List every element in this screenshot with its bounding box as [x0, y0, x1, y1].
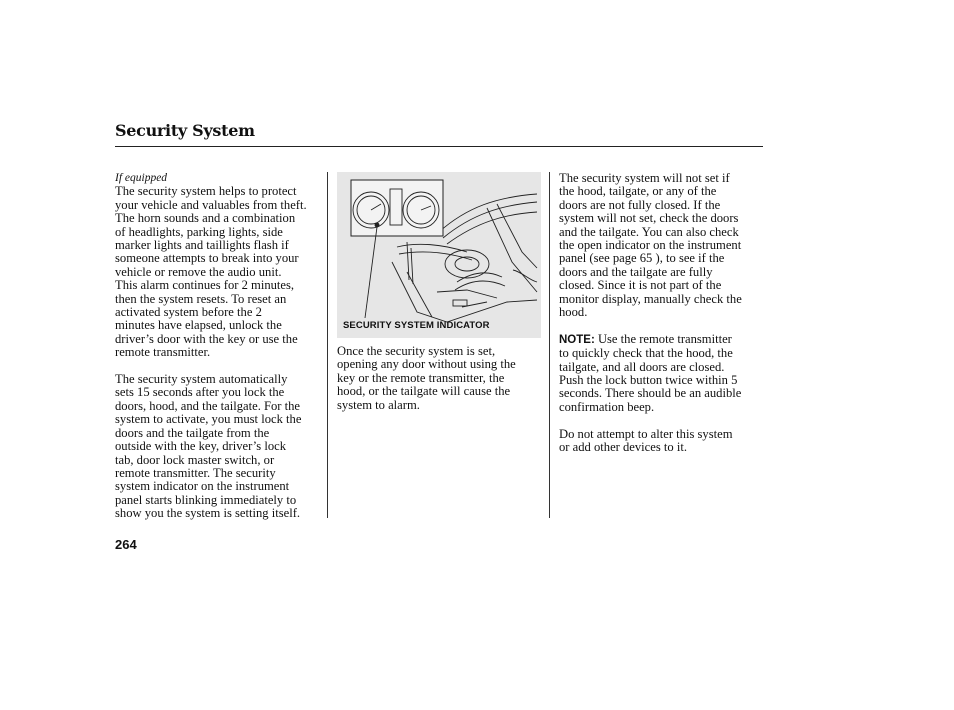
column-1 [115, 172, 325, 521]
text-line: Do not attempt to alter this system [559, 426, 733, 441]
text-line: sets 15 seconds after you lock the [115, 385, 285, 400]
text-line: your vehicle and valuables from theft. [115, 197, 307, 212]
text-line: doors and the tailgate from the [115, 425, 270, 440]
figure-caption: SECURITY SYSTEM INDICATOR [343, 320, 490, 331]
text-line: tab, door lock master switch, or [115, 452, 275, 467]
text-line: then the system resets. To reset an [115, 291, 287, 306]
note-paragraph [559, 347, 764, 414]
text-line: This alarm continues for 2 minutes, [115, 278, 295, 293]
column-divider-2 [549, 172, 550, 518]
text-line: hood. [559, 305, 588, 320]
text-line: The security system helps to protect [115, 184, 297, 199]
if-equipped-tag: If equipped [115, 172, 168, 184]
text-line: The horn sounds and a combination [115, 211, 296, 226]
column-3 [559, 172, 764, 455]
text-line: key or the remote transmitter, the [337, 370, 505, 385]
text-line: panel starts blinking immediately to [115, 492, 297, 507]
text-line: minutes have elapsed, unlock the [115, 318, 282, 333]
text-line: show you the system is setting itself. [115, 506, 301, 521]
text-line: remote transmitter. [115, 345, 211, 360]
text-line: system will not set, check the doors [559, 211, 739, 226]
paragraph-do-not-alter [559, 428, 764, 455]
paragraph-will-not-set [559, 172, 764, 319]
note-first-line: Use the remote transmitter [597, 331, 732, 346]
text-line: the open indicator on the instrument [559, 238, 742, 253]
text-line: doors, hood, and the tailgate. For the [115, 398, 301, 413]
text-line: and the tailgate. You can also check [559, 224, 739, 239]
text-line: Once the security system is set, [337, 344, 496, 358]
text-line: system indicator on the instrument [115, 479, 290, 494]
security-indicator-figure [337, 172, 541, 338]
text-line: or add other devices to it. [559, 440, 687, 455]
text-line: activated system before the 2 [115, 305, 262, 320]
text-line: someone attempts to break into your [115, 251, 299, 266]
column-2 [337, 345, 547, 412]
text-line: vehicle or remove the audio unit. [115, 264, 282, 279]
text-line: hood, or the tailgate will cause the [337, 384, 511, 399]
note-label: NOTE: [559, 333, 595, 346]
text-line: the hood, tailgate, or any of the [559, 184, 717, 199]
text-line: doors are not fully closed. If the [559, 197, 721, 212]
text-line: system to activate, you must lock the [115, 412, 302, 427]
text-line: closed. Since it is not part of the [559, 278, 722, 293]
text-line: of headlights, parking lights, side [115, 224, 283, 239]
page-title: Security System [115, 121, 255, 140]
text-line: tailgate, and all doors are closed. [559, 359, 725, 374]
text-line: doors and the tailgate are fully [559, 264, 713, 279]
text-line: to quickly check that the hood, the [559, 346, 733, 361]
text-line: outside with the key, driver’s lock [115, 439, 287, 454]
paragraph-auto-set [115, 373, 325, 520]
text-line: opening any door without using the [337, 357, 516, 372]
text-line: The security system will not set if [559, 171, 730, 185]
note-paragraph-first-line [559, 333, 764, 347]
text-line: marker lights and taillights flash if [115, 238, 289, 253]
paragraph-alarm-overview [115, 185, 325, 359]
column-divider-1 [327, 172, 328, 518]
text-line: driver’s door with the key or use the [115, 331, 298, 346]
text-line: monitor display, manually check the [559, 291, 742, 306]
title-divider [115, 146, 763, 147]
text-line: panel (see page 65 ), to see if the [559, 251, 725, 266]
text-line: system to alarm. [337, 397, 420, 412]
text-line: seconds. There should be an audible [559, 386, 742, 401]
dashboard-illustration [337, 172, 541, 338]
page-number: 264 [115, 537, 137, 552]
paragraph-alarm-trigger [337, 345, 547, 412]
text-line: Push the lock button twice within 5 [559, 373, 738, 388]
text-line: The security system automatically [115, 372, 288, 387]
text-line: remote transmitter. The security [115, 465, 276, 480]
text-line: confirmation beep. [559, 399, 655, 414]
